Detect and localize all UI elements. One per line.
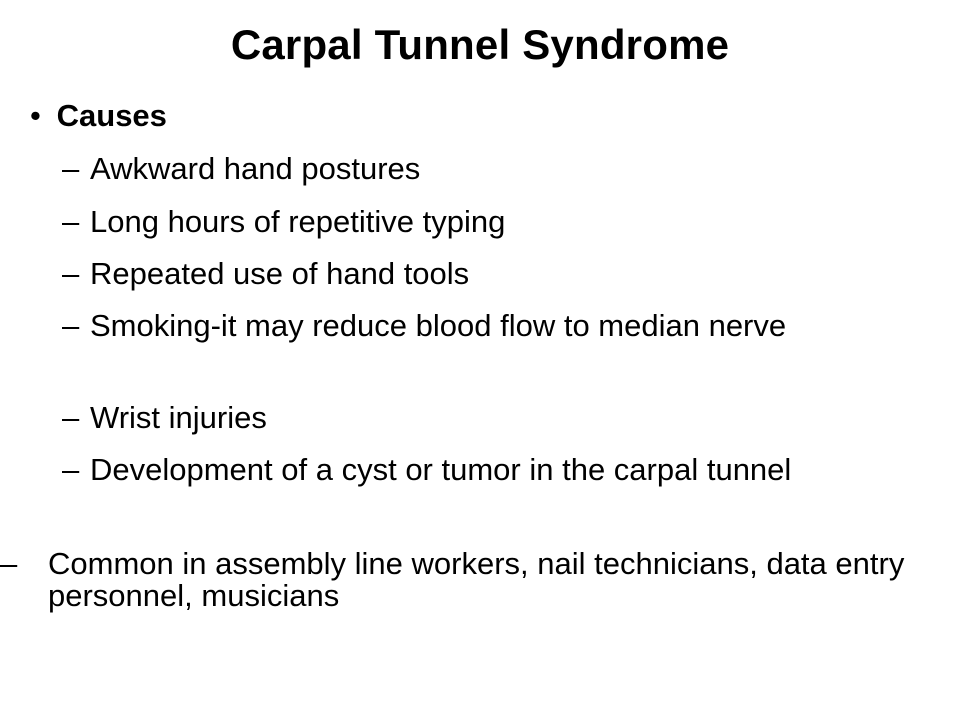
cause-item xyxy=(62,454,942,486)
note-item xyxy=(0,548,920,612)
cause-item xyxy=(62,310,942,342)
cause-item xyxy=(62,258,942,290)
cause-text: Development of a cyst or tumor in the carpal tunnel xyxy=(90,452,792,487)
dash-icon: – xyxy=(62,256,80,291)
dash-icon: – xyxy=(0,546,18,581)
cause-text: Long hours of repetitive typing xyxy=(90,204,506,239)
causes-heading-item xyxy=(30,96,167,136)
bullet-icon: • xyxy=(30,98,41,133)
dash-icon: – xyxy=(62,308,80,343)
causes-heading: Causes xyxy=(56,98,167,133)
dash-icon: – xyxy=(62,400,80,435)
cause-item xyxy=(62,402,942,434)
cause-text: Repeated use of hand tools xyxy=(90,256,470,291)
cause-item xyxy=(62,153,942,185)
dash-icon: – xyxy=(62,151,80,186)
dash-icon: – xyxy=(62,204,80,239)
cause-text: Awkward hand postures xyxy=(90,151,421,186)
cause-item xyxy=(62,206,942,238)
cause-text: Wrist injuries xyxy=(90,400,267,435)
dash-icon: – xyxy=(62,452,80,487)
note-text: Common in assembly line workers, nail technicians, data entry personnel, musicians xyxy=(48,546,905,613)
slide-title: Carpal Tunnel Syndrome xyxy=(230,21,730,68)
cause-text: Smoking-it may reduce blood flow to median nerve xyxy=(90,308,787,343)
